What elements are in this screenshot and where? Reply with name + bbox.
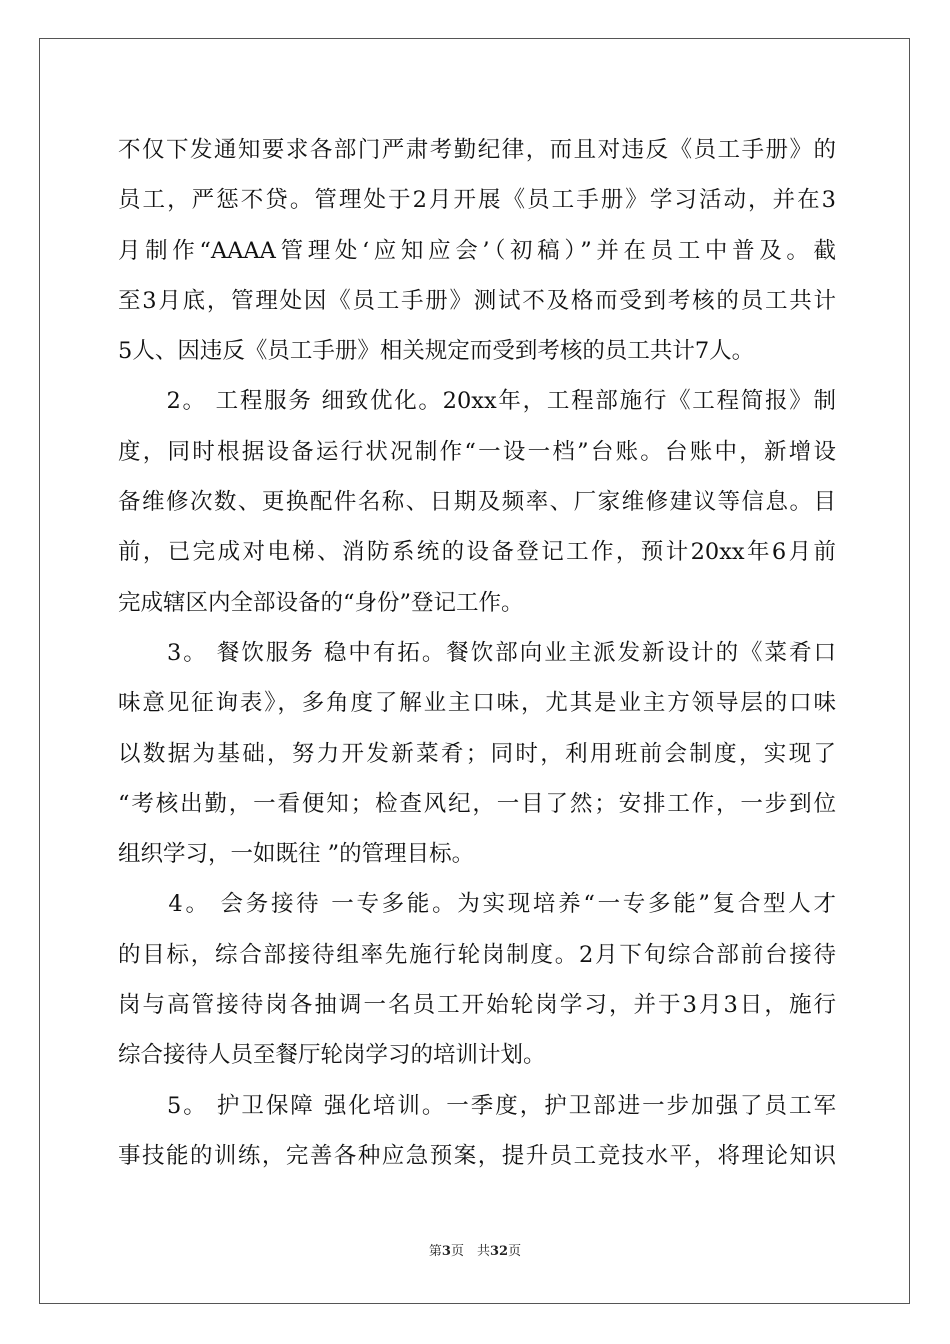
text-line: 完成辖区内全部设备的“身份”登记工作。 — [118, 589, 524, 616]
text-line: 3。 餐饮服务 稳中有拓。餐饮部向业主派发新设计的《菜肴口 — [118, 639, 836, 666]
text-line: 事技能的训练，完善各种应急预案，提升员工竞技水平，将理论知识 — [118, 1142, 836, 1169]
page-footer — [0, 1240, 950, 1259]
text-line: 度，同时根据设备运行状况制作“一设一档”台账。台账中，新增设 — [118, 438, 836, 465]
footer-total-pages: 32 — [489, 1244, 509, 1259]
footer-suffix: 页 — [508, 1244, 522, 1259]
text-line: 以数据为基础，努力开发新菜肴；同时，利用班前会制度，实现了 — [118, 740, 836, 767]
text-line: 4。 会务接待 一专多能。为实现培养“一专多能”复合型人才 — [118, 891, 836, 918]
footer-mid: 页 共 — [450, 1244, 490, 1259]
text-line: 至3月底，管理处因《员工手册》测试不及格而受到考核的员工共计 — [118, 287, 836, 314]
text-line: 5。 护卫保障 强化培训。一季度，护卫部进一步加强了员工军 — [118, 1092, 836, 1119]
text-line: 备维修次数、更换配件名称、日期及频率、厂家维修建议等信息。目 — [118, 489, 836, 516]
text-line: 组织学习，一如既往 ”的管理目标。 — [118, 841, 475, 868]
text-line: 岗与高管接待岗各抽调一名员工开始轮岗学习，并于3月3日，施行 — [118, 992, 836, 1019]
text-line: 月制作“AAAA管理处‘应知应会’（初稿）”并在员工中普及。截 — [118, 237, 836, 264]
text-line: 5人、因违反《员工手册》相关规定而受到考核的员工共计7人。 — [118, 338, 755, 365]
footer-page-number: 3 — [441, 1244, 451, 1259]
document-body — [118, 128, 836, 1184]
text-line: 前，已完成对电梯、消防系统的设备登记工作，预计20xx年6月前 — [118, 539, 836, 566]
footer-prefix: 第 — [428, 1244, 442, 1259]
text-line: 不仅下发通知要求各部门严肃考勤纪律，而且对违反《员工手册》的 — [118, 137, 836, 163]
text-line: 味意见征询表》，多角度了解业主口味，尤其是业主方领导层的口味 — [118, 690, 836, 717]
text-line: 的目标，综合部接待组率先施行轮岗制度。2月下旬综合部前台接待 — [118, 941, 836, 968]
text-line: “考核出勤，一看便知；检查风纪，一目了然；安排工作，一步到位 — [118, 790, 836, 817]
text-line: 2。 工程服务 细致优化。20xx年，工程部施行《工程简报》制 — [118, 388, 836, 415]
text-line: 员工，严惩不贷。管理处于2月开展《员工手册》学习活动，并在3 — [118, 187, 836, 214]
text-line: 综合接待人员至餐厅轮岗学习的培训计划。 — [118, 1042, 546, 1069]
